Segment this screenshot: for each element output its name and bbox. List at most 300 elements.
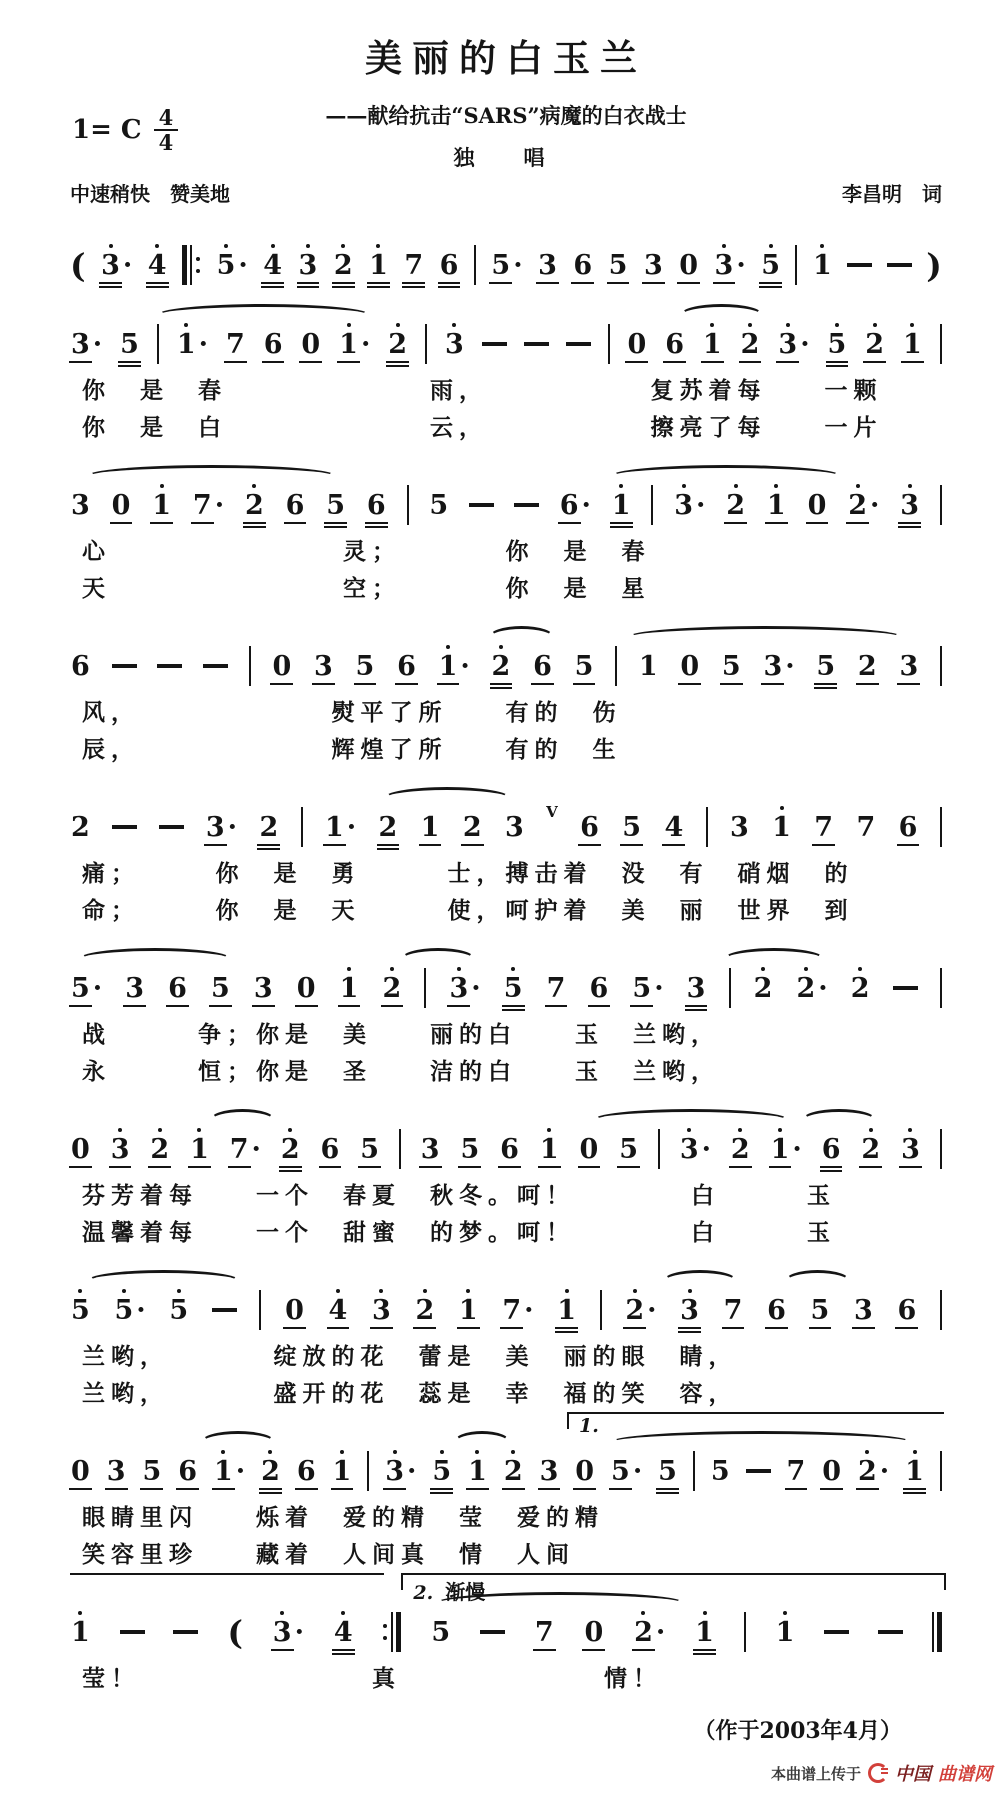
note bbox=[855, 811, 876, 843]
augmentation-dot: · bbox=[238, 249, 248, 281]
note bbox=[225, 328, 246, 360]
note bbox=[618, 1133, 639, 1165]
notation-line bbox=[70, 785, 942, 847]
barline-thin bbox=[932, 1612, 934, 1652]
slur-arc bbox=[724, 948, 824, 970]
notation-line bbox=[70, 302, 942, 364]
note-digit: 3 bbox=[420, 1133, 440, 1165]
meter-numerator: 4 bbox=[158, 105, 174, 130]
barline bbox=[706, 807, 708, 847]
note bbox=[864, 328, 885, 360]
note bbox=[111, 489, 132, 521]
note bbox=[271, 650, 292, 682]
note bbox=[664, 328, 685, 360]
slur-arc bbox=[802, 1109, 876, 1131]
tempo-marking: 中速稍快 赞美地 bbox=[70, 182, 230, 206]
note-digit: 2 bbox=[848, 489, 867, 521]
note-digit: 0 bbox=[111, 489, 131, 521]
score-header bbox=[70, 28, 942, 207]
note bbox=[70, 972, 103, 1004]
note bbox=[710, 1455, 731, 1487]
parenthesis: ( bbox=[227, 1612, 243, 1652]
note bbox=[579, 1133, 600, 1165]
note-digit: 7 bbox=[404, 249, 424, 281]
note bbox=[638, 650, 659, 682]
slur-arc bbox=[628, 626, 902, 648]
barline bbox=[795, 245, 797, 285]
note-digit: 2 bbox=[625, 1294, 645, 1326]
note-digit: 3 bbox=[504, 811, 524, 843]
note-digit: 6 bbox=[573, 249, 593, 281]
barline bbox=[651, 485, 653, 525]
duration-dash bbox=[566, 342, 591, 346]
note bbox=[325, 489, 346, 521]
augmentation-dot: · bbox=[818, 972, 828, 1004]
note bbox=[857, 650, 878, 682]
key-signature bbox=[72, 106, 178, 154]
slur-arc bbox=[157, 304, 370, 326]
note bbox=[333, 1616, 354, 1648]
slur-arc bbox=[384, 787, 510, 809]
key-text: 1= C bbox=[72, 115, 142, 145]
note bbox=[70, 1133, 91, 1165]
note-digit: 5 bbox=[608, 249, 628, 281]
breath-mark: V bbox=[546, 803, 558, 821]
note bbox=[284, 1294, 305, 1326]
note bbox=[189, 1133, 210, 1165]
note-digit: 0 bbox=[71, 1455, 90, 1487]
note bbox=[631, 972, 664, 1004]
note bbox=[459, 1133, 480, 1165]
note bbox=[673, 489, 706, 521]
measure-tokens bbox=[70, 485, 942, 525]
note bbox=[213, 1455, 246, 1487]
repeat-begin-barline bbox=[182, 245, 201, 285]
note bbox=[583, 1616, 604, 1648]
note-digit: 3 bbox=[778, 328, 798, 360]
note bbox=[904, 1455, 925, 1487]
duration-dash bbox=[203, 664, 228, 668]
note-digit: 5 bbox=[761, 249, 780, 281]
note-digit: 5 bbox=[827, 328, 847, 360]
note-digit: 2 bbox=[71, 811, 90, 843]
note bbox=[438, 650, 470, 682]
note bbox=[898, 811, 919, 843]
note-digit: 1 bbox=[695, 1616, 714, 1648]
augmentation-dot: · bbox=[407, 1455, 417, 1487]
note-digit: 6 bbox=[397, 650, 416, 682]
note-digit: 0 bbox=[627, 328, 647, 360]
tempo-change-label: 渐慢 bbox=[445, 1580, 486, 1604]
note bbox=[740, 328, 761, 360]
note-digit: 6 bbox=[821, 1133, 841, 1165]
note-digit: 1 bbox=[775, 1616, 795, 1648]
duration-dash bbox=[878, 1630, 903, 1634]
augmentation-dot: · bbox=[346, 811, 357, 843]
note bbox=[853, 1294, 874, 1326]
measure-tokens bbox=[70, 1290, 942, 1330]
note-digit: 3 bbox=[679, 1133, 699, 1165]
note bbox=[574, 650, 595, 682]
note-digit: 5 bbox=[460, 1133, 480, 1165]
parenthesis: ( bbox=[70, 245, 86, 285]
note-digit: 5 bbox=[355, 650, 375, 682]
duration-dash bbox=[469, 503, 494, 507]
slur-arc bbox=[87, 1270, 239, 1292]
note-digit: 5 bbox=[816, 650, 836, 682]
augmentation-dot: · bbox=[785, 650, 795, 682]
augmentation-dot: · bbox=[235, 1455, 246, 1487]
note bbox=[298, 249, 319, 281]
note bbox=[332, 1455, 353, 1487]
note-digit: 3 bbox=[538, 249, 557, 281]
note bbox=[176, 328, 209, 360]
note bbox=[539, 1455, 560, 1487]
note-digit: 5 bbox=[503, 972, 523, 1004]
note bbox=[371, 1294, 392, 1326]
note bbox=[729, 811, 750, 843]
note-digit: 2 bbox=[850, 972, 870, 1004]
note-digit: 3 bbox=[714, 249, 734, 281]
note bbox=[900, 1133, 921, 1165]
measure-tokens bbox=[70, 1451, 942, 1491]
note-digit: 3 bbox=[853, 1294, 873, 1326]
barline bbox=[940, 324, 942, 364]
note bbox=[355, 650, 376, 682]
note-digit: 2 bbox=[280, 1133, 300, 1165]
note-digit: 2 bbox=[726, 489, 746, 521]
note-digit: 5 bbox=[658, 1455, 677, 1487]
note bbox=[147, 249, 168, 281]
slur-arc bbox=[663, 1270, 737, 1292]
note-digit: 3 bbox=[686, 972, 706, 1004]
note-digit: 6 bbox=[589, 972, 609, 1004]
notation-line bbox=[70, 1268, 942, 1330]
note bbox=[210, 972, 231, 1004]
note bbox=[258, 811, 279, 843]
augmentation-dot: · bbox=[696, 489, 706, 521]
lyrics-line: 你 是 春 雨， 复苏着每 一颗 bbox=[82, 377, 883, 404]
note bbox=[810, 1294, 831, 1326]
note bbox=[119, 328, 140, 360]
barline bbox=[608, 324, 610, 364]
note-digit: 3 bbox=[385, 1455, 405, 1487]
note-digit: 3 bbox=[314, 650, 333, 682]
note-digit: 3 bbox=[253, 972, 273, 1004]
augmentation-dot: · bbox=[524, 1294, 534, 1326]
volta-continuation-line bbox=[70, 1573, 384, 1577]
duration-dash bbox=[173, 1630, 198, 1634]
lyrics-line: 温馨着每 一个 甜蜜 的梦。呵！ 白 玉 bbox=[82, 1219, 836, 1246]
system bbox=[70, 1580, 942, 1697]
augmentation-dot: · bbox=[122, 249, 133, 281]
barline bbox=[615, 646, 617, 686]
slur-arc bbox=[611, 465, 842, 487]
note-digit: 3 bbox=[729, 811, 749, 843]
note bbox=[532, 650, 553, 682]
note bbox=[807, 489, 828, 521]
note bbox=[643, 249, 664, 281]
volta-number: 2. 渐慢 bbox=[413, 1580, 486, 1604]
note bbox=[467, 1455, 488, 1487]
note-digit: 0 bbox=[296, 972, 316, 1004]
augmentation-dot: · bbox=[294, 1616, 304, 1648]
note-digit: 5 bbox=[619, 1133, 639, 1165]
note-digit: 5 bbox=[71, 1294, 90, 1326]
note-digit: 6 bbox=[296, 1455, 316, 1487]
lyrics-line: 莹！ 真 情！ bbox=[82, 1665, 662, 1692]
note bbox=[296, 1455, 317, 1487]
note-digit: 1 bbox=[438, 650, 458, 682]
barline bbox=[301, 807, 303, 847]
note-digit: 0 bbox=[679, 249, 699, 281]
note-digit: 5 bbox=[120, 328, 139, 360]
note bbox=[244, 489, 265, 521]
note-digit: 6 bbox=[767, 1294, 786, 1326]
note bbox=[458, 1294, 479, 1326]
note bbox=[899, 489, 920, 521]
note-digit: 3 bbox=[205, 811, 225, 843]
note bbox=[812, 249, 833, 281]
dot bbox=[196, 257, 200, 261]
note-digit: 1 bbox=[152, 489, 172, 521]
note bbox=[574, 1455, 595, 1487]
note bbox=[815, 650, 836, 682]
barline bbox=[249, 646, 251, 686]
augmentation-dot: · bbox=[655, 1616, 666, 1648]
note-digit: 3 bbox=[71, 489, 90, 521]
note-digit: 3 bbox=[371, 1294, 391, 1326]
note bbox=[263, 328, 284, 360]
note-digit: 2 bbox=[503, 1455, 523, 1487]
barline bbox=[367, 1451, 369, 1491]
note-digit: 5 bbox=[721, 650, 741, 682]
note-digit: 3 bbox=[106, 1455, 126, 1487]
note-digit: 1 bbox=[468, 1455, 487, 1487]
note-digit: 2 bbox=[491, 650, 511, 682]
lyrics-line: 命； 你 是 天 使，呵护着 美 丽 世界 到 bbox=[82, 897, 854, 924]
note-digit: 3 bbox=[763, 650, 783, 682]
note bbox=[106, 1455, 127, 1487]
slur-arc bbox=[785, 1270, 850, 1292]
lyrics-line: 痛； 你 是 勇 士，搏击着 没 有 硝烟 的 bbox=[82, 860, 854, 887]
note bbox=[770, 1133, 802, 1165]
slur-arc bbox=[201, 1431, 275, 1453]
note-digit: 2 bbox=[415, 1294, 435, 1326]
note bbox=[902, 328, 923, 360]
note-digit: 5 bbox=[216, 249, 236, 281]
note bbox=[760, 249, 781, 281]
repeat-dots bbox=[383, 1624, 387, 1640]
final-barline bbox=[932, 1612, 942, 1652]
notation-line bbox=[70, 1580, 942, 1652]
note-digit: 1 bbox=[420, 811, 440, 843]
barline bbox=[399, 1129, 401, 1169]
note bbox=[448, 972, 481, 1004]
system bbox=[70, 785, 942, 929]
note bbox=[320, 1133, 341, 1165]
note bbox=[382, 972, 403, 1004]
note bbox=[431, 1455, 452, 1487]
note-digit: 3 bbox=[125, 972, 145, 1004]
note-digit: 6 bbox=[263, 328, 283, 360]
note bbox=[725, 489, 746, 521]
score-title: 美丽的白玉兰 bbox=[365, 36, 647, 80]
note-digit: 2 bbox=[259, 811, 279, 843]
note bbox=[414, 1294, 435, 1326]
augmentation-dot: · bbox=[581, 489, 591, 521]
note bbox=[777, 328, 810, 360]
augmentation-dot: · bbox=[513, 249, 523, 281]
note-digit: 3 bbox=[110, 1133, 130, 1165]
note-digit: 1 bbox=[190, 1133, 209, 1165]
measure-tokens bbox=[70, 1129, 942, 1169]
note bbox=[796, 972, 828, 1004]
note bbox=[300, 328, 321, 360]
augmentation-dot: · bbox=[198, 328, 209, 360]
note-digit: 0 bbox=[584, 1616, 604, 1648]
note-digit: 2 bbox=[388, 328, 408, 360]
note bbox=[428, 489, 449, 521]
note-digit: 1 bbox=[339, 328, 358, 360]
slur-arc bbox=[87, 465, 335, 487]
note bbox=[253, 972, 274, 1004]
note bbox=[216, 249, 248, 281]
note bbox=[537, 249, 558, 281]
note bbox=[384, 1455, 417, 1487]
system bbox=[70, 1107, 942, 1251]
augmentation-dot: · bbox=[870, 489, 880, 521]
augmentation-dot: · bbox=[879, 1455, 890, 1487]
note bbox=[679, 1133, 712, 1165]
note bbox=[753, 972, 774, 1004]
note-digit: 6 bbox=[500, 1133, 519, 1165]
notation-line bbox=[70, 624, 942, 686]
note-digit: 5 bbox=[810, 1294, 830, 1326]
system bbox=[70, 223, 942, 285]
system bbox=[70, 463, 942, 607]
note-digit: 2 bbox=[861, 1133, 881, 1165]
barline bbox=[940, 1451, 942, 1491]
watermark-text: 本曲谱上传于 bbox=[770, 1764, 861, 1783]
note-digit: 6 bbox=[580, 811, 599, 843]
barline bbox=[729, 968, 731, 1008]
barline-thick bbox=[937, 1612, 942, 1652]
lyrics-line: 兰哟， 绽放的花 蕾是 美 丽的眼 睛， bbox=[82, 1343, 738, 1370]
note bbox=[338, 328, 371, 360]
note-digit: 1 bbox=[213, 1455, 233, 1487]
duration-dash bbox=[514, 503, 539, 507]
note bbox=[721, 650, 742, 682]
note-digit: 1 bbox=[332, 1455, 352, 1487]
note bbox=[813, 811, 834, 843]
note-digit: 7 bbox=[814, 811, 834, 843]
composition-date: （作于2003年4月） bbox=[693, 1718, 902, 1744]
note bbox=[714, 249, 746, 281]
note-digit: 2 bbox=[261, 1455, 280, 1487]
measure-tokens bbox=[70, 324, 942, 364]
note bbox=[579, 811, 600, 843]
note-digit: 7 bbox=[786, 1455, 806, 1487]
note bbox=[679, 650, 700, 682]
augmentation-dot: · bbox=[460, 650, 470, 682]
note-digit: 1 bbox=[339, 972, 359, 1004]
note bbox=[694, 1616, 715, 1648]
notation-line bbox=[70, 223, 942, 285]
volta-bracket bbox=[567, 1412, 944, 1437]
note bbox=[439, 249, 460, 281]
augmentation-dot: · bbox=[360, 328, 371, 360]
note-digit: 2 bbox=[462, 811, 482, 843]
note-digit: 6 bbox=[71, 650, 90, 682]
note bbox=[827, 328, 848, 360]
note bbox=[141, 1455, 162, 1487]
augmentation-dot: · bbox=[792, 1133, 802, 1165]
note-digit: 3 bbox=[272, 1616, 292, 1648]
note-digit: 0 bbox=[822, 1455, 842, 1487]
note-digit: 4 bbox=[664, 811, 684, 843]
note-digit: 1 bbox=[176, 328, 196, 360]
augmentation-dot: · bbox=[647, 1294, 657, 1326]
note bbox=[403, 249, 424, 281]
dot bbox=[196, 269, 200, 273]
note-digit: 5 bbox=[710, 1455, 730, 1487]
note bbox=[786, 1455, 807, 1487]
note bbox=[333, 249, 354, 281]
barline bbox=[940, 1290, 942, 1330]
note bbox=[272, 1616, 304, 1648]
barline-thick bbox=[182, 245, 187, 285]
note-digit: 7 bbox=[502, 1294, 522, 1326]
note bbox=[396, 650, 417, 682]
note bbox=[702, 328, 723, 360]
performance-type: 独 唱 bbox=[453, 145, 559, 170]
parenthesis: ) bbox=[926, 245, 942, 285]
note-digit: 6 bbox=[320, 1133, 340, 1165]
notation-systems bbox=[70, 223, 942, 1697]
note-digit: 1 bbox=[71, 1616, 90, 1648]
note bbox=[366, 489, 387, 521]
note bbox=[821, 1133, 842, 1165]
note bbox=[491, 650, 512, 682]
note-digit: 0 bbox=[807, 489, 827, 521]
lyrics-line: 你 是 白 云， 擦亮了每 一片 bbox=[82, 414, 883, 441]
note-digit: 1 bbox=[638, 650, 658, 682]
watermark bbox=[771, 1760, 992, 1786]
note bbox=[539, 1133, 560, 1165]
barline bbox=[940, 1129, 942, 1169]
note-digit: 5 bbox=[432, 1455, 452, 1487]
augmentation-dot: · bbox=[800, 328, 810, 360]
note bbox=[70, 650, 91, 682]
note bbox=[559, 489, 591, 521]
note-digit: 3 bbox=[900, 489, 920, 521]
barline bbox=[744, 1612, 746, 1652]
note bbox=[898, 650, 919, 682]
lyrics-line: 永 恒；你是 圣 洁的白 玉 兰哟， bbox=[82, 1058, 720, 1085]
augmentation-dot: · bbox=[251, 1133, 261, 1165]
note-digit: 0 bbox=[301, 328, 321, 360]
note-digit: 1 bbox=[611, 489, 631, 521]
duration-dash bbox=[824, 1630, 849, 1634]
duration-dash bbox=[746, 1469, 771, 1473]
slur-arc bbox=[79, 948, 231, 970]
note-digit: 0 bbox=[579, 1133, 599, 1165]
note bbox=[503, 972, 524, 1004]
note bbox=[168, 1294, 189, 1326]
note-digit: 1 bbox=[702, 328, 722, 360]
note-digit: 6 bbox=[898, 811, 918, 843]
